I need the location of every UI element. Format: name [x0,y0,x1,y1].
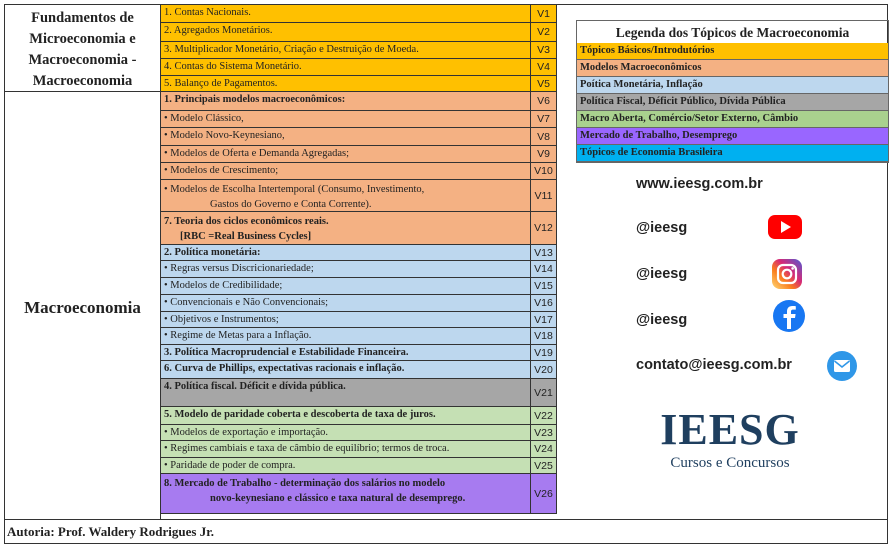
video-code: V22 [531,407,557,425]
topic-text: • Modelos de exportação e importação. [164,427,329,438]
video-code: V12 [531,212,557,245]
course-title-line-3: Macroeconomia - [28,52,137,68]
topic-text: 2. Política monetária: [164,247,261,258]
legend-title: Legenda dos Tópicos de Macroeconomia [615,25,850,40]
video-code: V23 [531,425,557,441]
video-code: V3 [531,42,557,59]
video-code: V26 [531,474,557,514]
brand-logo: IEESG [660,405,800,454]
video-code: V4 [531,59,557,76]
video-code: V9 [531,146,557,163]
topic-text: 1. Principais modelos macroeconômicos: [164,94,346,105]
topic-text: 1. Contas Nacionais. [164,7,251,18]
topic-text: • Regras versus Discricionariedade; [164,263,314,274]
legend-item: Tópicos de Economia Brasileira [577,145,888,162]
course-title-line-4: Macroeconomia [32,73,133,89]
youtube-handle[interactable]: @ieesg [636,220,688,236]
topic-text: • Paridade de poder de compra. [164,460,296,471]
video-code: V8 [531,128,557,146]
topic-text: • Convencionais e Não Convencionais; [164,297,329,308]
topic-text: 4. Política fiscal. Déficit e dívida pública. [164,381,346,392]
email-address[interactable]: contato@ieesg.com.br [636,357,792,373]
topic-text: • Regime de Metas para a Inflação. [164,330,312,341]
topic-text: • Modelo Clássico, [164,113,244,124]
video-code: V1 [531,5,557,23]
topic-text: • Modelos de Crescimento; [164,165,279,176]
video-code: V25 [531,458,557,474]
topic-text: 2. Agregados Monetários. [164,25,273,36]
legend-item: Poítica Monetária, Inflação [577,77,888,94]
video-code: V21 [531,379,557,407]
video-code: V18 [531,328,557,345]
topic-text: 6. Curva de Phillips, expectativas racionais e inflação. [164,363,405,374]
video-code: V7 [531,111,557,128]
course-title-line-2: Microeconomia e [29,31,136,47]
legend-item: Modelos Macroeconômicos [577,60,888,77]
course-title-line-1: Fundamentos de [31,10,134,26]
video-code: V16 [531,295,557,312]
legend-frame [576,20,889,163]
topic-text: 5. Modelo de paridade coberta e descoberta de taxa de juros. [164,409,436,420]
facebook-icon[interactable] [772,299,806,333]
topic-text: 3. Multiplicador Monetário, Criação e Destruição de Moeda. [164,44,419,55]
email-icon[interactable] [826,350,858,382]
legend-item: Política Fiscal, Déficit Público, Dívida Pública [577,94,888,111]
legend-item: Mercado de Trabalho, Desemprego [577,128,888,145]
facebook-handle[interactable]: @ieesg [636,312,688,328]
video-code: V13 [531,245,557,261]
video-code: V19 [531,345,557,361]
topic-text: • Modelos de Credibilidade; [164,280,283,291]
youtube-icon[interactable] [767,214,803,240]
footer-divider [4,519,888,520]
course-title [5,6,160,92]
topic-text: 5. Balanço de Pagamentos. [164,78,278,89]
video-code: V6 [531,92,557,111]
left-column-border [160,5,161,519]
topic-text-continued: Gastos do Governo e Conta Corrente). [210,199,372,210]
topic-text: 3. Política Macroprudencial e Estabilidade Financeira. [164,347,409,358]
topic-text: 7. Teoria dos ciclos econômicos reais. [164,216,329,227]
instagram-handle[interactable]: @ieesg [636,266,688,282]
author-credit: Autoria: Prof. Waldery Rodrigues Jr. [7,524,215,539]
video-code: V10 [531,163,557,180]
topic-text: • Modelos de Oferta e Demanda Agregadas; [164,148,350,159]
topic-text: • Objetivos e Instrumentos; [164,314,279,325]
topic-text: • Modelo Novo-Keynesiano, [164,130,285,141]
section-label: Macroeconomia [24,298,141,317]
video-code: V5 [531,76,557,92]
legend-item: Tópicos Básicos/Introdutórios [577,43,888,60]
legend-item: Macro Aberta, Comércio/Setor Externo, Câmbio [577,111,888,128]
topic-text-continued: novo-keynesiano e clássico e taxa natural de desemprego. [210,493,466,504]
video-code: V11 [531,180,557,212]
video-code: V2 [531,23,557,42]
video-code: V24 [531,441,557,458]
instagram-icon[interactable] [771,258,803,290]
topic-text: • Regimes cambiais e taxa de câmbio de equilíbrio; termos de troca. [164,443,450,454]
topic-text: • Modelos de Escolha Intertemporal (Consumo, Investimento, [164,184,425,195]
brand-tagline: Cursos e Concursos [670,455,790,471]
video-code: V20 [531,361,557,379]
topic-text: 8. Mercado de Trabalho - determinação dos salários no modelo [164,478,446,489]
topic-text: 4. Contas do Sistema Monetário. [164,61,302,72]
video-code: V17 [531,312,557,328]
video-code: V14 [531,261,557,278]
website-link[interactable]: www.ieesg.com.br [636,176,763,192]
video-code: V15 [531,278,557,295]
topic-text-continued: [RBC =Real Business Cycles] [180,231,312,242]
